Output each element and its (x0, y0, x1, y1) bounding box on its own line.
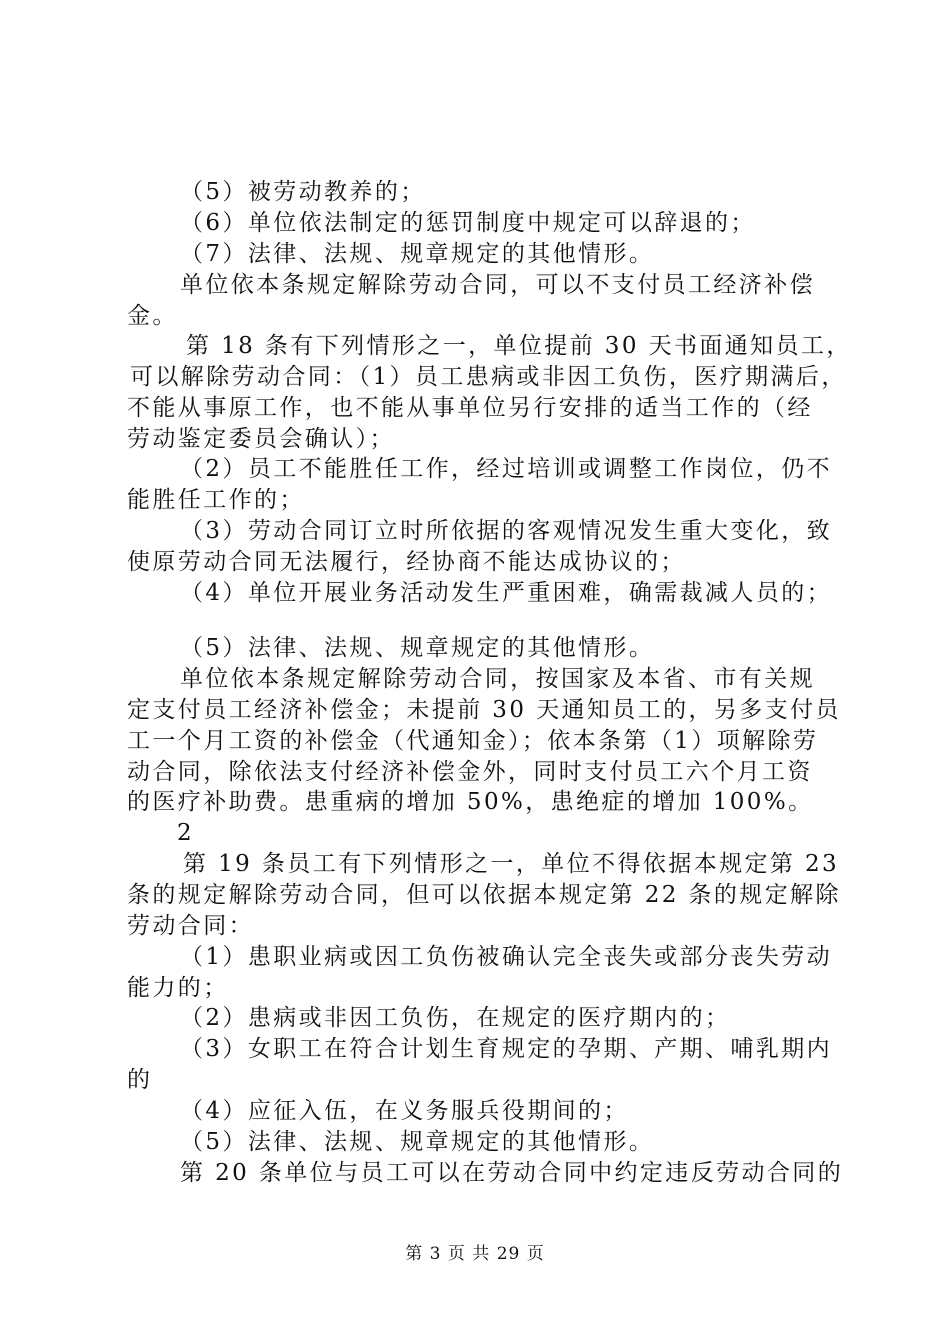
text-line: 劳动合同： (127, 913, 254, 939)
text-line: （6）单位依法制定的惩罚制度中规定可以辞退的； (180, 210, 756, 236)
text-line: 金。 (127, 303, 178, 329)
text-line: 单位依本条规定解除劳动合同，可以不支付员工经济补偿 (180, 272, 815, 298)
text-line: （1）患职业病或因工负伤被确认完全丧失或部分丧失劳动 (180, 944, 833, 970)
text-line: 的医疗补助费。患重病的增加 50%，患绝症的增加 100%。 (127, 789, 814, 815)
text-line: 不能从事原工作，也不能从事单位另行安排的适当工作的（经 (127, 395, 813, 421)
text-line: （4）单位开展业务活动发生严重困难，确需裁减人员的； (180, 580, 833, 606)
text-line: 条的规定解除劳动合同，但可以依据本规定第 22 条的规定解除 (127, 882, 841, 908)
text-line: （5）法律、法规、规章规定的其他情形。 (180, 1129, 655, 1155)
text-line: 能力的； (127, 975, 229, 1001)
text-line: 第 18 条有下列情形之一，单位提前 30 天书面通知员工， (186, 333, 852, 359)
text-line: 动合同，除依法支付经济补偿金外，同时支付员工六个月工资 (127, 759, 813, 785)
text-line: （3）劳动合同订立时所依据的客观情况发生重大变化，致 (180, 518, 833, 544)
text-line: 劳动鉴定委员会确认）； (127, 426, 395, 452)
text-line: （5）法律、法规、规章规定的其他情形。 (180, 635, 655, 661)
text-line: （4）应征入伍，在义务服兵役期间的； (180, 1098, 629, 1124)
page-number-inline: 2 (177, 820, 195, 846)
text-line: 的 (127, 1067, 153, 1093)
text-line: （3）女职工在符合计划生育规定的孕期、产期、哺乳期内 (180, 1036, 833, 1062)
page-footer: 第 3 页 共 29 页 (405, 1244, 545, 1264)
text-line: 单位依本条规定解除劳动合同，按国家及本省、市有关规 (180, 666, 815, 692)
text-line: （7）法律、法规、规章规定的其他情形。 (180, 241, 655, 267)
text-line: （2）患病或非因工负伤，在规定的医疗期内的； (180, 1005, 731, 1031)
text-line: 第 20 条单位与员工可以在劳动合同中约定违反劳动合同的 (180, 1160, 844, 1186)
text-line: 定支付员工经济补偿金；未提前 30 天通知员工的，另多支付员 (127, 697, 841, 723)
text-line: 第 19 条员工有下列情形之一，单位不得依据本规定第 23 (183, 851, 840, 877)
text-line: 使原劳动合同无法履行，经协商不能达成协议的； (127, 549, 686, 575)
text-line: 可以解除劳动合同：（1）员工患病或非因工负伤，医疗期满后， (130, 364, 847, 390)
text-line: （2）员工不能胜任工作，经过培训或调整工作岗位，仍不 (180, 456, 833, 482)
text-line: 能胜任工作的； (127, 487, 305, 513)
text-line: 工一个月工资的补偿金（代通知金）；依本条第（1）项解除劳 (127, 728, 819, 754)
text-line: （5）被劳动教养的； (180, 179, 426, 205)
